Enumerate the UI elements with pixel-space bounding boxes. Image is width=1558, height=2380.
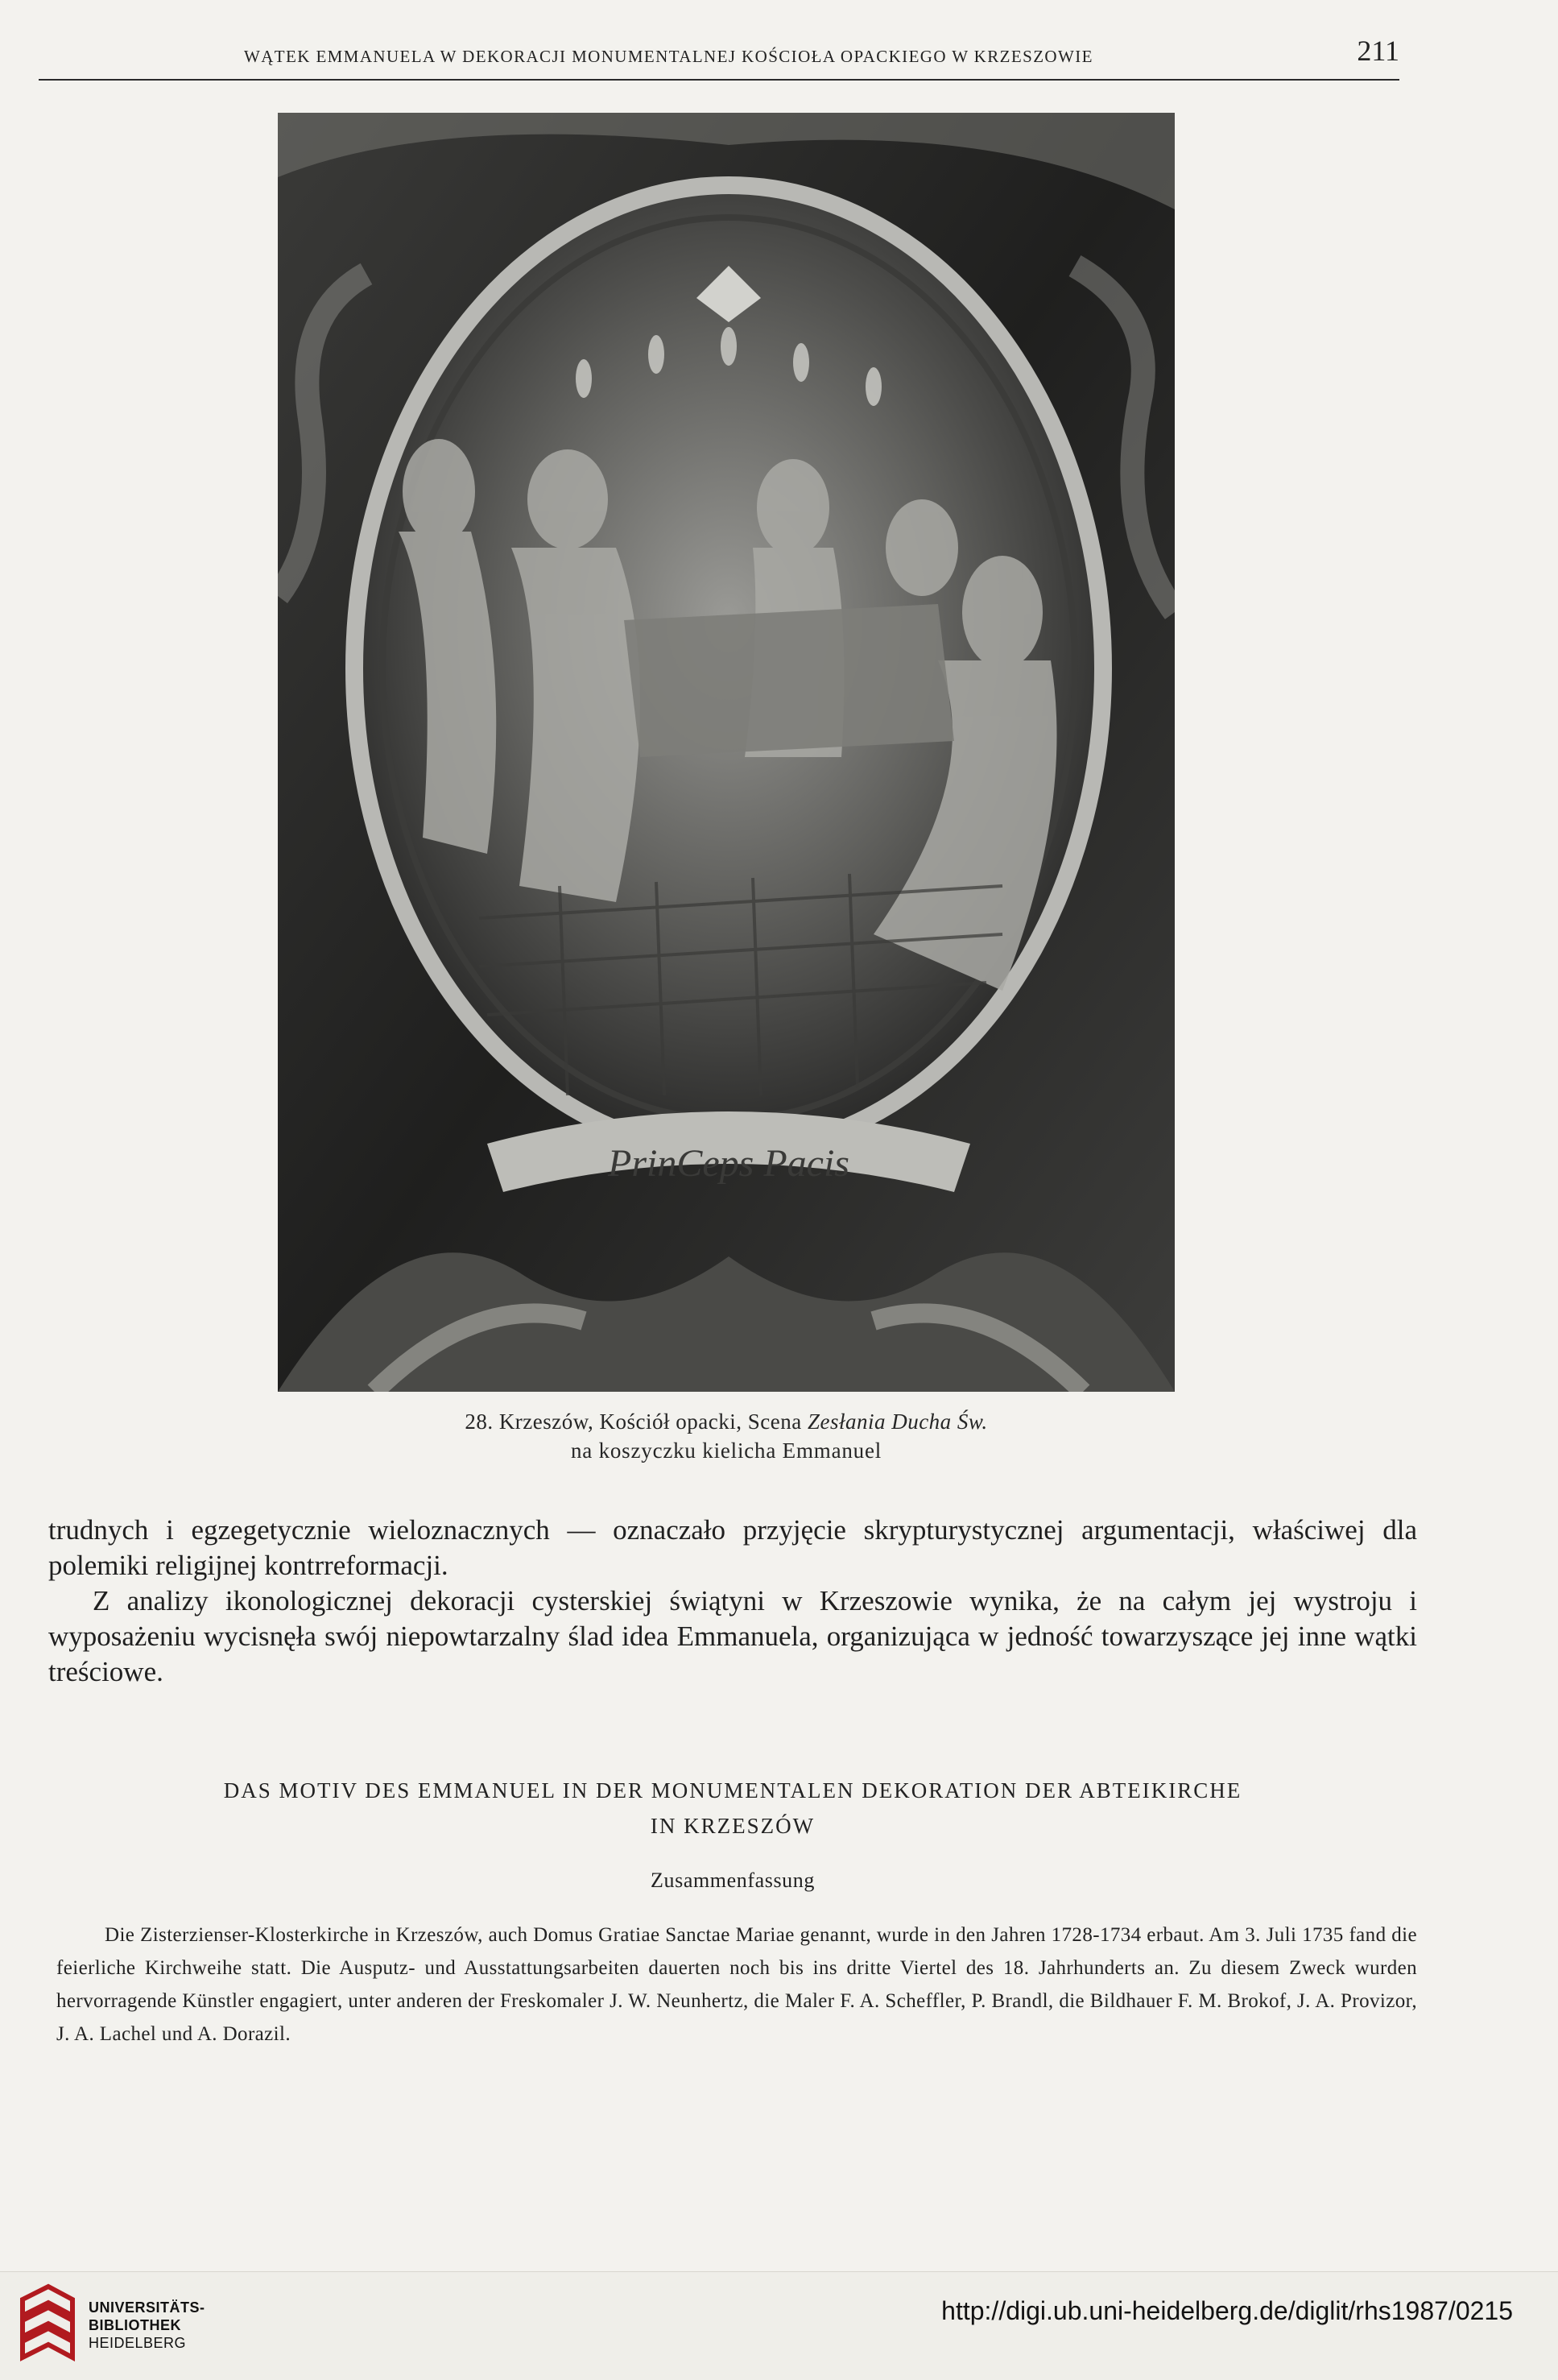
digitization-footer [0, 2271, 1558, 2380]
caption-place: Krzeszów, Kościół opacki, Scena [498, 1409, 802, 1434]
library-name-line2: BIBLIOTHEK [89, 2317, 181, 2333]
summary-subheading: Zusammenfassung [651, 1869, 815, 1892]
page-number: 211 [1357, 35, 1399, 67]
body-paragraph-1: trudnych i egzegetycznie wieloznacznych — oznaczało przyjęcie skrypturystycznej argumentacji, właściwej dla polemiki religijnej kontrreformacji. [48, 1514, 1417, 1581]
ub-heidelberg-logo-icon[interactable] [16, 2283, 79, 2364]
permalink-url[interactable]: http://digi.ub.uni-heidelberg.de/diglit/rhs1987/0215 [941, 2296, 1513, 2325]
summary-text: Die Zisterzienser-Klosterkirche in Krzeszów, auch Domus Gratiae Sanctae Mariae genannt, wurde in den Jahren 1728-1734 erbaut. Am 3. Juli 1735 fand die feierliche Kirchweihe statt. Die Ausputz- und Ausstattungsarbeiten dauerten noch bis ins dritte Viertel des 18. Jahrhunderts an. Zu diesem Zweck wurden hervorragende Künstler engagiert, unter anderen der Freskomaler J. W. Neunhertz, die Maler F. A. Scheffler, P. Brandl, die Bildhauer F. M. Brokof, J. A. Provizor, J. A. Lachel und A. Dorazil. [56, 1924, 1417, 2045]
page-header [39, 32, 1399, 81]
library-name-line1: UNIVERSITÄTS- [89, 2299, 205, 2316]
summary-heading-line2: IN KRZESZÓW [650, 1814, 816, 1838]
caption-number: 28. [465, 1409, 494, 1434]
figure-photograph [278, 113, 1175, 1392]
caption-scene-title: Zesłania Ducha Św. [807, 1409, 988, 1434]
relief-inscription: PrinCeps Pacis [608, 1142, 849, 1185]
library-name-line3: HEIDELBERG [89, 2335, 187, 2351]
running-title: WĄTEK EMMANUELA W DEKORACJI MONUMENTALNEJ KOŚCIOŁA OPACKIEGO W KRZESZOWIE [244, 47, 1093, 66]
body-paragraph-2: Z analizy ikonologicznej dekoracji cysterskiej świątyni w Krzeszowie wynika, że na całym jej wystroju i wyposażeniu wycisnęła swój niepowtarzalny ślad idea Emmanuela, organizująca w jedność towarzyszące jej inne wątki treściowe. [48, 1585, 1417, 1687]
relief-photo-illustration [278, 113, 1175, 1392]
figure-caption-line1 [278, 1409, 1175, 1434]
summary-heading-line1: DAS MOTIV DES EMMANUEL IN DER MONUMENTALEN DEKORATION DER ABTEIKIRCHE [223, 1778, 1242, 1803]
figure-caption-line2: na koszyczku kielicha Emmanuel [570, 1438, 882, 1463]
